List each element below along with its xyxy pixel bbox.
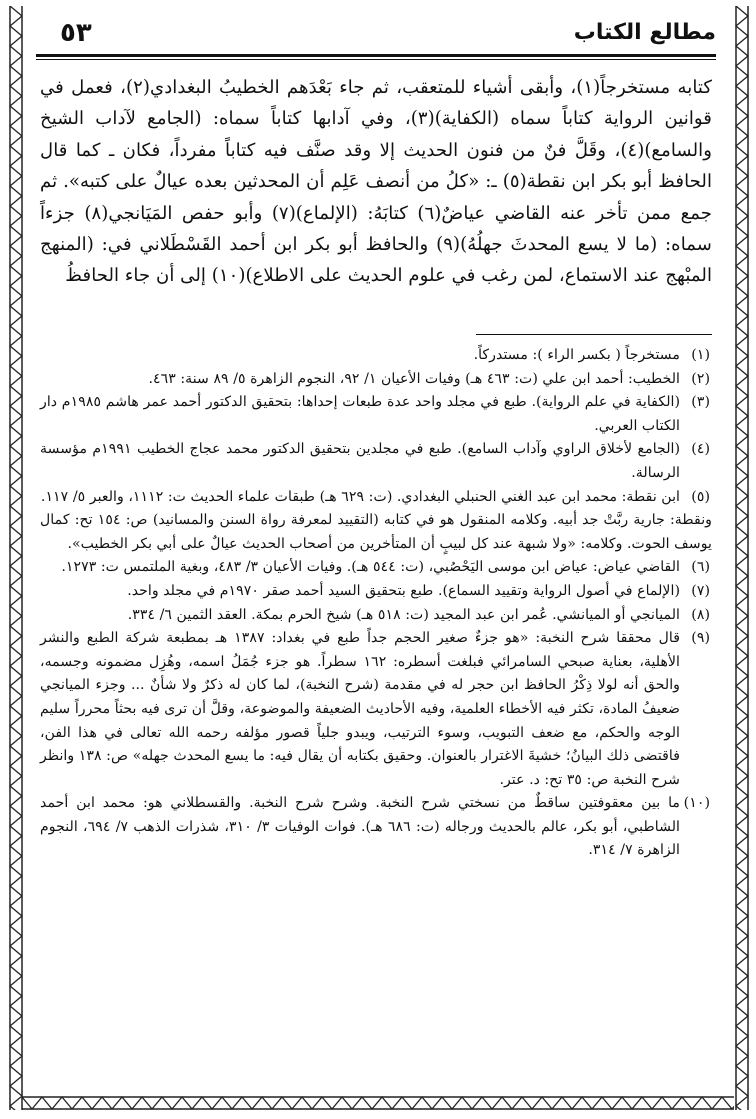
footnote-1 — [40, 344, 712, 368]
decorative-border-bottom — [22, 1093, 734, 1113]
footnote-5 — [40, 486, 712, 510]
footnote-text: ابن نقطة: محمد ابن عبد الغني الحنبلي البغدادي. (ت: ٦٢٩ هـ) طبقات علماء الحديث ت: ١١١٢، والعبر ٥/ ١١٧. — [40, 488, 680, 505]
footnote-text: (الجامع لأخلاق الراوي وآداب السامع). طبع في مجلدين بتحقيق الدكتور محمد عجاج الخطيب ١٩٩١م مؤسسة الرسالة. — [40, 441, 680, 481]
header-rule-thin — [36, 59, 716, 60]
footnote-text: ونقطة: جارية ربَّتْ جد أبيه. وكلامه المنقول هو في كتابه (التقييد لمعرفة رواة السنن والمسانيد) ص: ١٥٤ تح: كمال يوسف الحوت. وكلامه: «ولا شبهة عند كل لبيبٍ أن المتأخرين من أصحاب الحديث عيالٌ على أبي بكر الخطيب». — [40, 512, 712, 552]
footnote-9 — [40, 627, 712, 792]
footnote-number: (١٠) — [683, 795, 710, 812]
footnote-text: ما بين معقوفتين ساقطٌ من نسختي شرح النخبة. وشرح شرح النخبة. والقسطلاني هو: محمد ابن أحمد الشاطبي، أبو بكر، عالم بالحديث ورجاله (ت: ٦٨٦ هـ). فوات الوفيات ٣/ ٣١٠، شذرات الذهب ٧/ ٦٩٤، النجوم الزاهرة ٧/ ٣١٤. — [40, 795, 681, 859]
decorative-border-right — [730, 6, 754, 1110]
footnote-separator — [476, 334, 712, 335]
footnote-2 — [40, 368, 712, 392]
footnote-text: الخطيب: أحمد ابن علي (ت: ٤٦٣ هـ) وفيات الأعيان ١/ ٩٢، النجوم الزاهرة ٥/ ٨٩ سنة: ٤٦٣. — [148, 370, 680, 387]
footnote-number: (٦) — [691, 559, 710, 576]
footnote-text: قال محققا شرح النخبة: «هو جزءٌ صغير الحجم جداً طبع في بغداد: ١٣٨٧ هـ بمطبعة شركة الطبع والنشر الأهلية، بعناية صبحي السامرائي فبلغت أسطره: ١٦٢ سطراً. هو جزء جُمَلُ اسمه، وهُزِل مضمونه وجسمه، والحق أنه لولا ذِكْرُ الحافظ ابن حجر له في مقدمة (شرح النخبة)، لما كان له ذكرٌ ولا شأنٌ ... وجزء الميانجي ضعيفُ المادة، تكثر فيه الأخطاء العلمية، وفيه الأحاديث الضعيفة والموضوعة، وقلَّ أن ترى فيه بحثاً محرراً سليم الوجه والحكم، مع ضعف التبويب، وسوء الترتيب، ويبدو جلياً قصور مؤلفه رحمه الله تعالى في هذا الفن، فاقتضى ذلك البيانُ؛ خشيةَ الاغترار بالعنوان. وحقيق بكتابه أن يقال فيه: ما يسع المحدث جهله» ص: ١٣٨ وانظر شرح النخبة ص: ٣٥ تح: د. عتر. — [40, 630, 680, 788]
footnote-text: القاضي عياض: عياض ابن موسى اليَحْصُبي، (ت: ٥٤٤ هـ). وفيات الأعيان ٣/ ٤٨٣، وبغية الملتمس ت: ١٢٧٣. — [61, 559, 680, 576]
footnote-10 — [40, 792, 712, 863]
footnote-number: (٢) — [691, 370, 710, 387]
footnote-text: (الإلماع في أصول الرواية وتقييد السماع). طبع بتحقيق السيد أحمد صقر ١٩٧٠م في مجلد واحد. — [127, 582, 680, 599]
footnote-number: (٩) — [691, 630, 710, 647]
main-text — [40, 72, 712, 292]
footnote-text: (الكفاية في علم الرواية). طبع في مجلد واحد عدة طبعات إحداها: بتحقيق الدكتور أحمد عمر هاشم ١٩٨٥م دار الكتاب العربي. — [40, 394, 680, 434]
footnote-number: (٤) — [691, 441, 710, 458]
decorative-border-left — [4, 6, 28, 1110]
footnote-number: (٧) — [691, 582, 710, 599]
footnote-7 — [40, 580, 712, 604]
page-number: ٥٣ — [60, 18, 92, 48]
footnote-text: الميانجي أو الميانشي. عُمر ابن عبد المجيد (ت: ٥١٨ هـ) شيخ الحرم بمكة. العقد الثمين ٦/ ٣٣٤. — [127, 606, 680, 623]
footnotes — [40, 344, 712, 863]
footnote-text: مستخرجاً ( بكسر الراء ): مستدركاً. — [473, 347, 680, 363]
running-title: مطالع الكتاب — [573, 20, 716, 45]
footnote-5-continuation — [40, 509, 712, 556]
footnote-number: (٨) — [691, 606, 710, 623]
footnote-4 — [40, 438, 712, 485]
page-header — [36, 14, 716, 54]
footnote-6 — [40, 556, 712, 580]
header-rule — [36, 54, 716, 57]
footnote-8 — [40, 604, 712, 628]
footnote-number: (١) — [691, 347, 710, 363]
footnote-number: (٥) — [691, 488, 710, 505]
main-paragraph: كتابه مستخرجاً(١)، وأبقى أشياء للمتعقب، ثم جاء بَعْدَهم الخطيبُ البغدادي(٢)، فعمل في قوانين الرواية كتاباً سماه (الكفاية)(٣)، وفي آدابها كتاباً سماه: (الجامع لآداب الشيخ والسامع)(٤)، وقَلَّ فنٌ من فنون الحديث إلا وقد صنَّف فيه كتاباً مفرداً، فكان ـ كما قال الحافظ أبو بكر ابن نقطة(٥) ـ: «كلُ من أنصف عَلِم أن المحدثين بعده عيالٌ على كتبه». ثم جمع ممن تأخر عنه القاضي عياضٌ(٦) كتابَهُ: (الإلماع)(٧) وأبو حفص المَيَانجي(٨) جزءاً سماه: (ما لا يسع المحدثَ جهلُهُ)(٩) والحافظ أبو بكر ابن أحمد القَسْطَلاني في: (المنهج المبْهج عند الاستماع، لمن رغب في علوم الحديث على الاطلاع)(١٠) إلى أن جاء الحافظُ — [40, 77, 713, 287]
footnote-3 — [40, 391, 712, 438]
footnote-number: (٣) — [691, 394, 710, 411]
